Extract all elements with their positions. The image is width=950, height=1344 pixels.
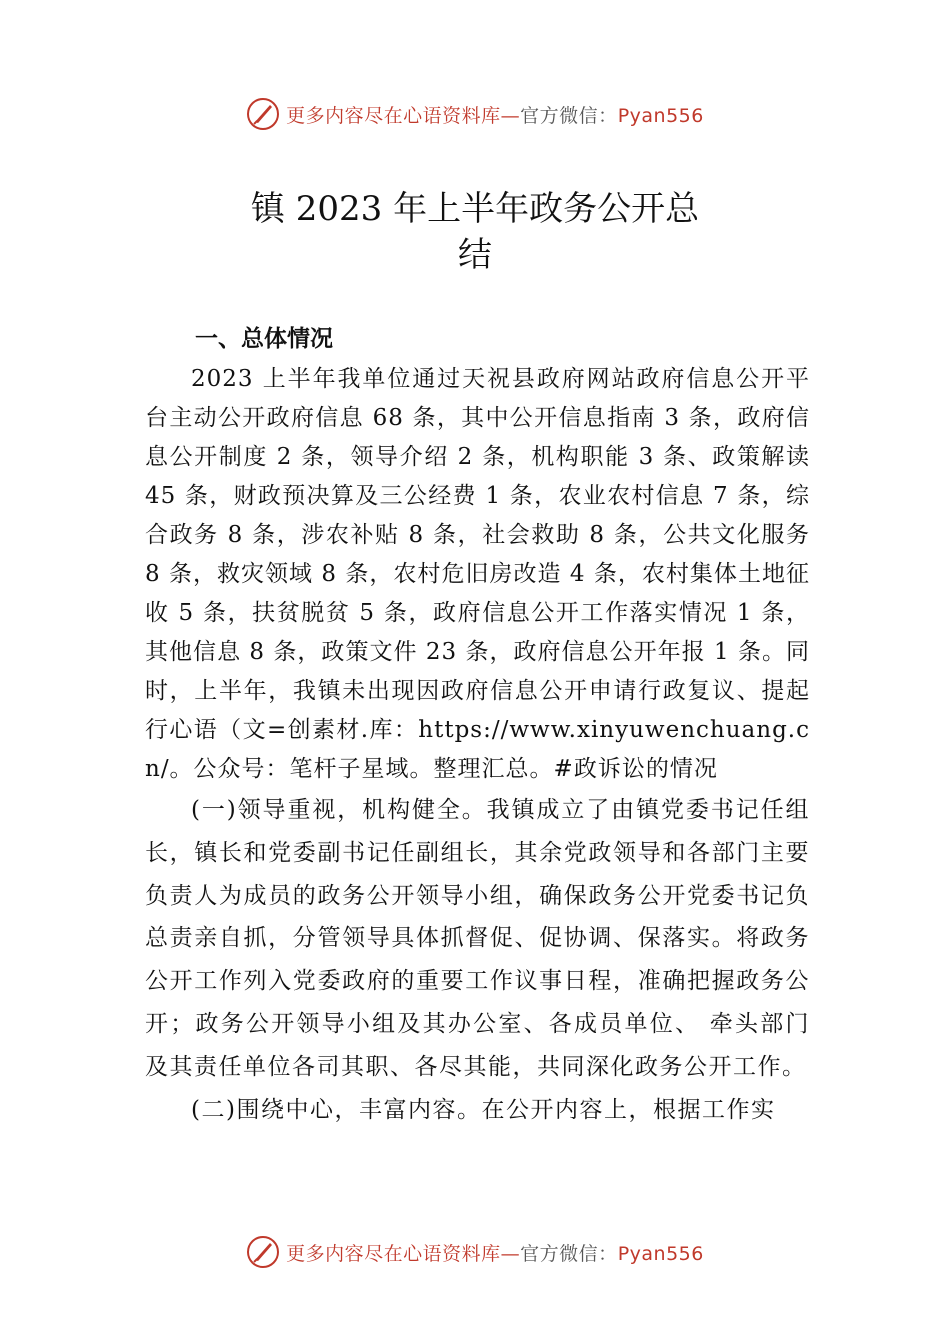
watermark-site-text: 更多内容尽在心语资料库 <box>286 104 501 127</box>
watermark-wechat-id: Pyan556 <box>617 104 704 127</box>
title-line-2: 结 <box>458 235 492 275</box>
paragraph-content-body: 在公开内容上，根据工作实 <box>481 1096 776 1123</box>
watermark-label: 官方微信： <box>520 104 618 127</box>
paragraph-content <box>145 1089 810 1132</box>
watermark-dash: — <box>500 104 521 127</box>
paragraph-leadership <box>145 789 810 1089</box>
watermark-text <box>286 1239 704 1266</box>
watermark-dash: — <box>500 1242 521 1265</box>
quill-logo-icon <box>246 1235 280 1269</box>
document-title <box>230 186 720 278</box>
quill-logo-icon <box>246 97 280 131</box>
title-line-1: 镇 2023 年上半年政务公开总 <box>250 189 700 229</box>
paragraph-leadership-lead: (一)领导重视，机构健全。 <box>191 797 487 823</box>
paragraph-overall: 2023 上半年我单位通过天祝县政府网站政府信息公开平台主动公开政府信息 68 条，其中公开信息指南 3 条，政府信息公开制度 2 条，领导介绍 2 条，机构职能 3 条、政策解读 45 条，财政预决算及三公经费 1 条，农业农村信息 7 条，综合政务 8 条，涉农补贴 8 条，社会救助 8 条，公共文化服务 8 条，救灾领域 8 条，农村危旧房改造 4 条，农村集体土地征收 5 条，扶贫脱贫 5 条，政府信息公开工作落实情况 1 条，其他信息 8 条，政策文件 23 条，政府信息公开年报 1 条。同时，上半年，我镇未出现因政府信息公开申请行政复议、提起行心语（文=创素材.库：https://www.xinyuwenchuang.cn/。公众号：笔杆子星域。整理汇总。#政诉讼的情况 <box>145 366 810 782</box>
paragraph-leadership-body: 我镇成立了由镇党委书记任组长，镇长和党委副书记任副组长，其余党政领导和各部门主要负责人为成员的政务公开领导小组，确保政务公开党委书记负总责亲自抓，分管领导具体抓督促、促协调、保落实。将政务公开工作列入党委政府的重要工作议事日程，准确把握政务公开；政务公开领导小组及其办公室、各成员单位、 牵头部门及其责任单位各司其职、各尽其能，共同深化政务公开工作。 <box>145 797 810 1080</box>
header-watermark <box>0 94 950 134</box>
watermark-label: 官方微信： <box>520 1242 618 1265</box>
footer-watermark <box>0 1232 950 1272</box>
watermark-wechat-id: Pyan556 <box>617 1242 704 1265</box>
paragraph-content-lead: (二)围绕中心，丰富内容。 <box>191 1096 482 1123</box>
watermark-site-text: 更多内容尽在心语资料库 <box>286 1242 501 1265</box>
document-body <box>145 318 810 1131</box>
watermark-text <box>286 101 704 128</box>
section-heading-overall: 一、总体情况 <box>195 326 333 352</box>
